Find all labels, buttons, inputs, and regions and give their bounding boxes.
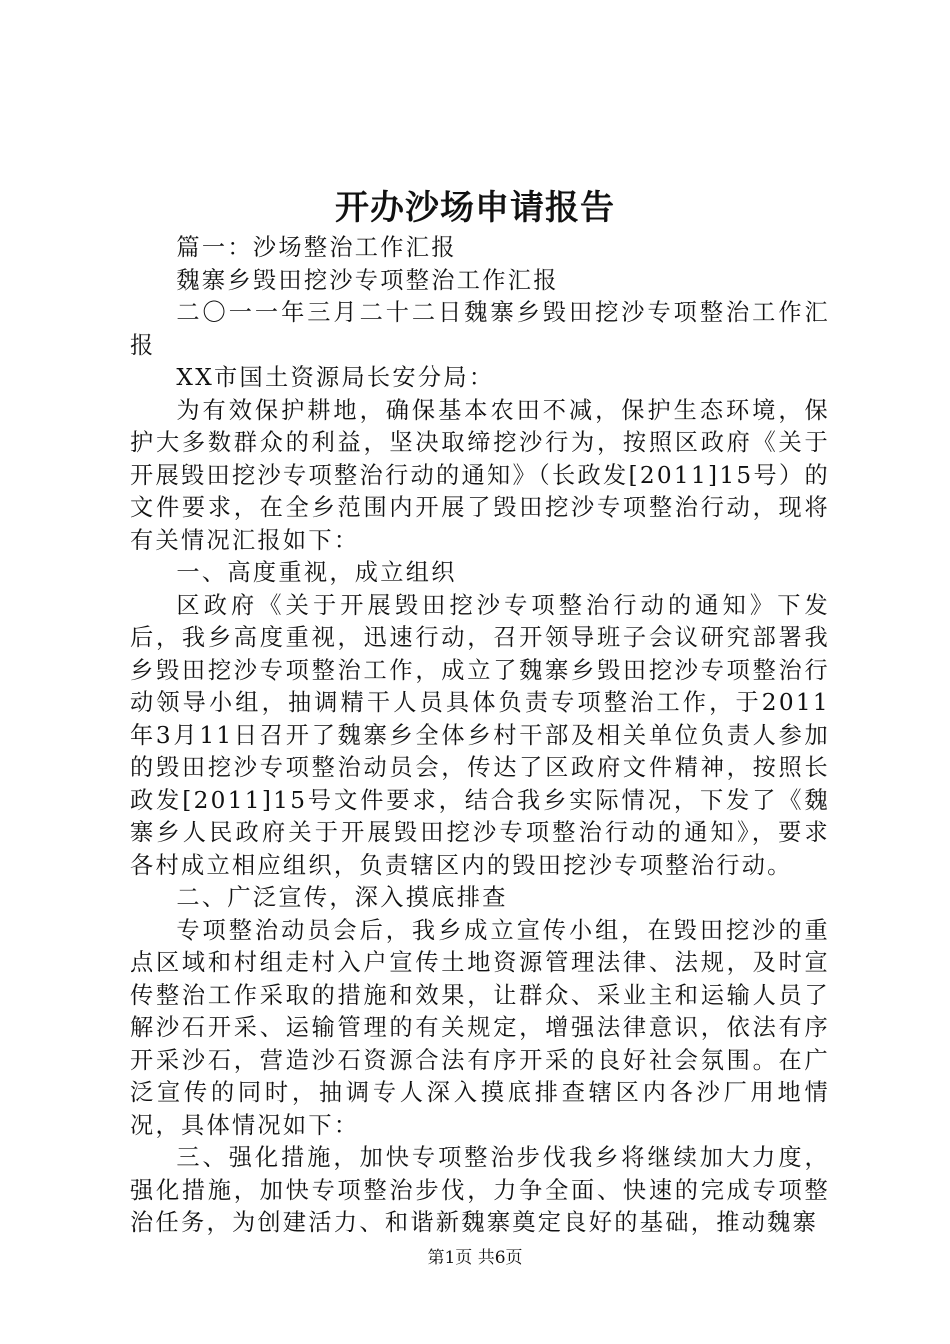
paragraph-heading-2: 二、广泛宣传，深入摸底排查 — [176, 884, 508, 911]
document-title: 开办沙场申请报告 — [335, 188, 615, 228]
paragraph-body-1: 区政府《关于开展毁田挖沙专项整治行动的通知》下发后，我乡高度重视，迅速行动，召开领导班子会议研究部署我乡毁田挖沙专项整治工作，成立了魏寨乡毁田挖沙专项整治行动领导小组，抽调精干人员具体负责专项整治工作，于2011年3月11日召开了魏寨乡全体乡村干部及相关单位负责人参加的毁田挖沙专项整治动员会，传达了区政府文件精神，按照长政发[2011]15号文件要求，结合我乡实际情况，下发了《魏寨乡人民政府关于开展毁田挖沙专项整治行动的通知》，要求各村成立相应组织，负责辖区内的毁田挖沙专项整治行动。 — [130, 591, 830, 879]
paragraph-date-line: 二〇一一年三月二十二日魏寨乡毁田挖沙专项整治工作汇报 — [130, 299, 830, 359]
paragraph-section-heading: 篇一：沙场整治工作汇报 — [176, 234, 457, 261]
document-body — [130, 232, 830, 1240]
paragraph-heading-1: 一、高度重视，成立组织 — [176, 559, 457, 586]
paragraph-recipient: XX市国土资源局长安分局： — [176, 364, 495, 391]
paragraph-intro: 为有效保护耕地，确保基本农田不减，保护生态环境，保护大多数群众的利益，坚决取缔挖沙行为，按照区政府《关于开展毁田挖沙专项整治行动的通知》（长政发[2011]15号）的文件要求，在全乡范围内开展了毁田挖沙专项整治行动，现将有关情况汇报如下： — [130, 396, 830, 554]
page-number-footer: 第1页 共6页 — [427, 1248, 523, 1268]
paragraph-report-title: 魏寨乡毁田挖沙专项整治工作汇报 — [176, 266, 559, 294]
paragraph-body-3: 三、强化措施，加快专项整治步伐我乡将继续加大力度，强化措施，加快专项整治步伐，力争全面、快速的完成专项整治任务，为创建活力、和谐新魏寨奠定良好的基础，推动魏寨 — [130, 1144, 830, 1236]
paragraph-body-2: 专项整治动员会后，我乡成立宣传小组，在毁田挖沙的重点区域和村组走村入户宣传土地资源管理法律、法规，及时宣传整治工作采取的措施和效果，让群众、采业主和运输人员了解沙石开采、运输管理的有关规定，增强法律意识，依法有序开采沙石，营造沙石资源合法有序开采的良好社会氛围。在广泛宣传的同时，抽调专人深入摸底排查辖区内各沙厂用地情况，具体情况如下： — [130, 916, 830, 1139]
